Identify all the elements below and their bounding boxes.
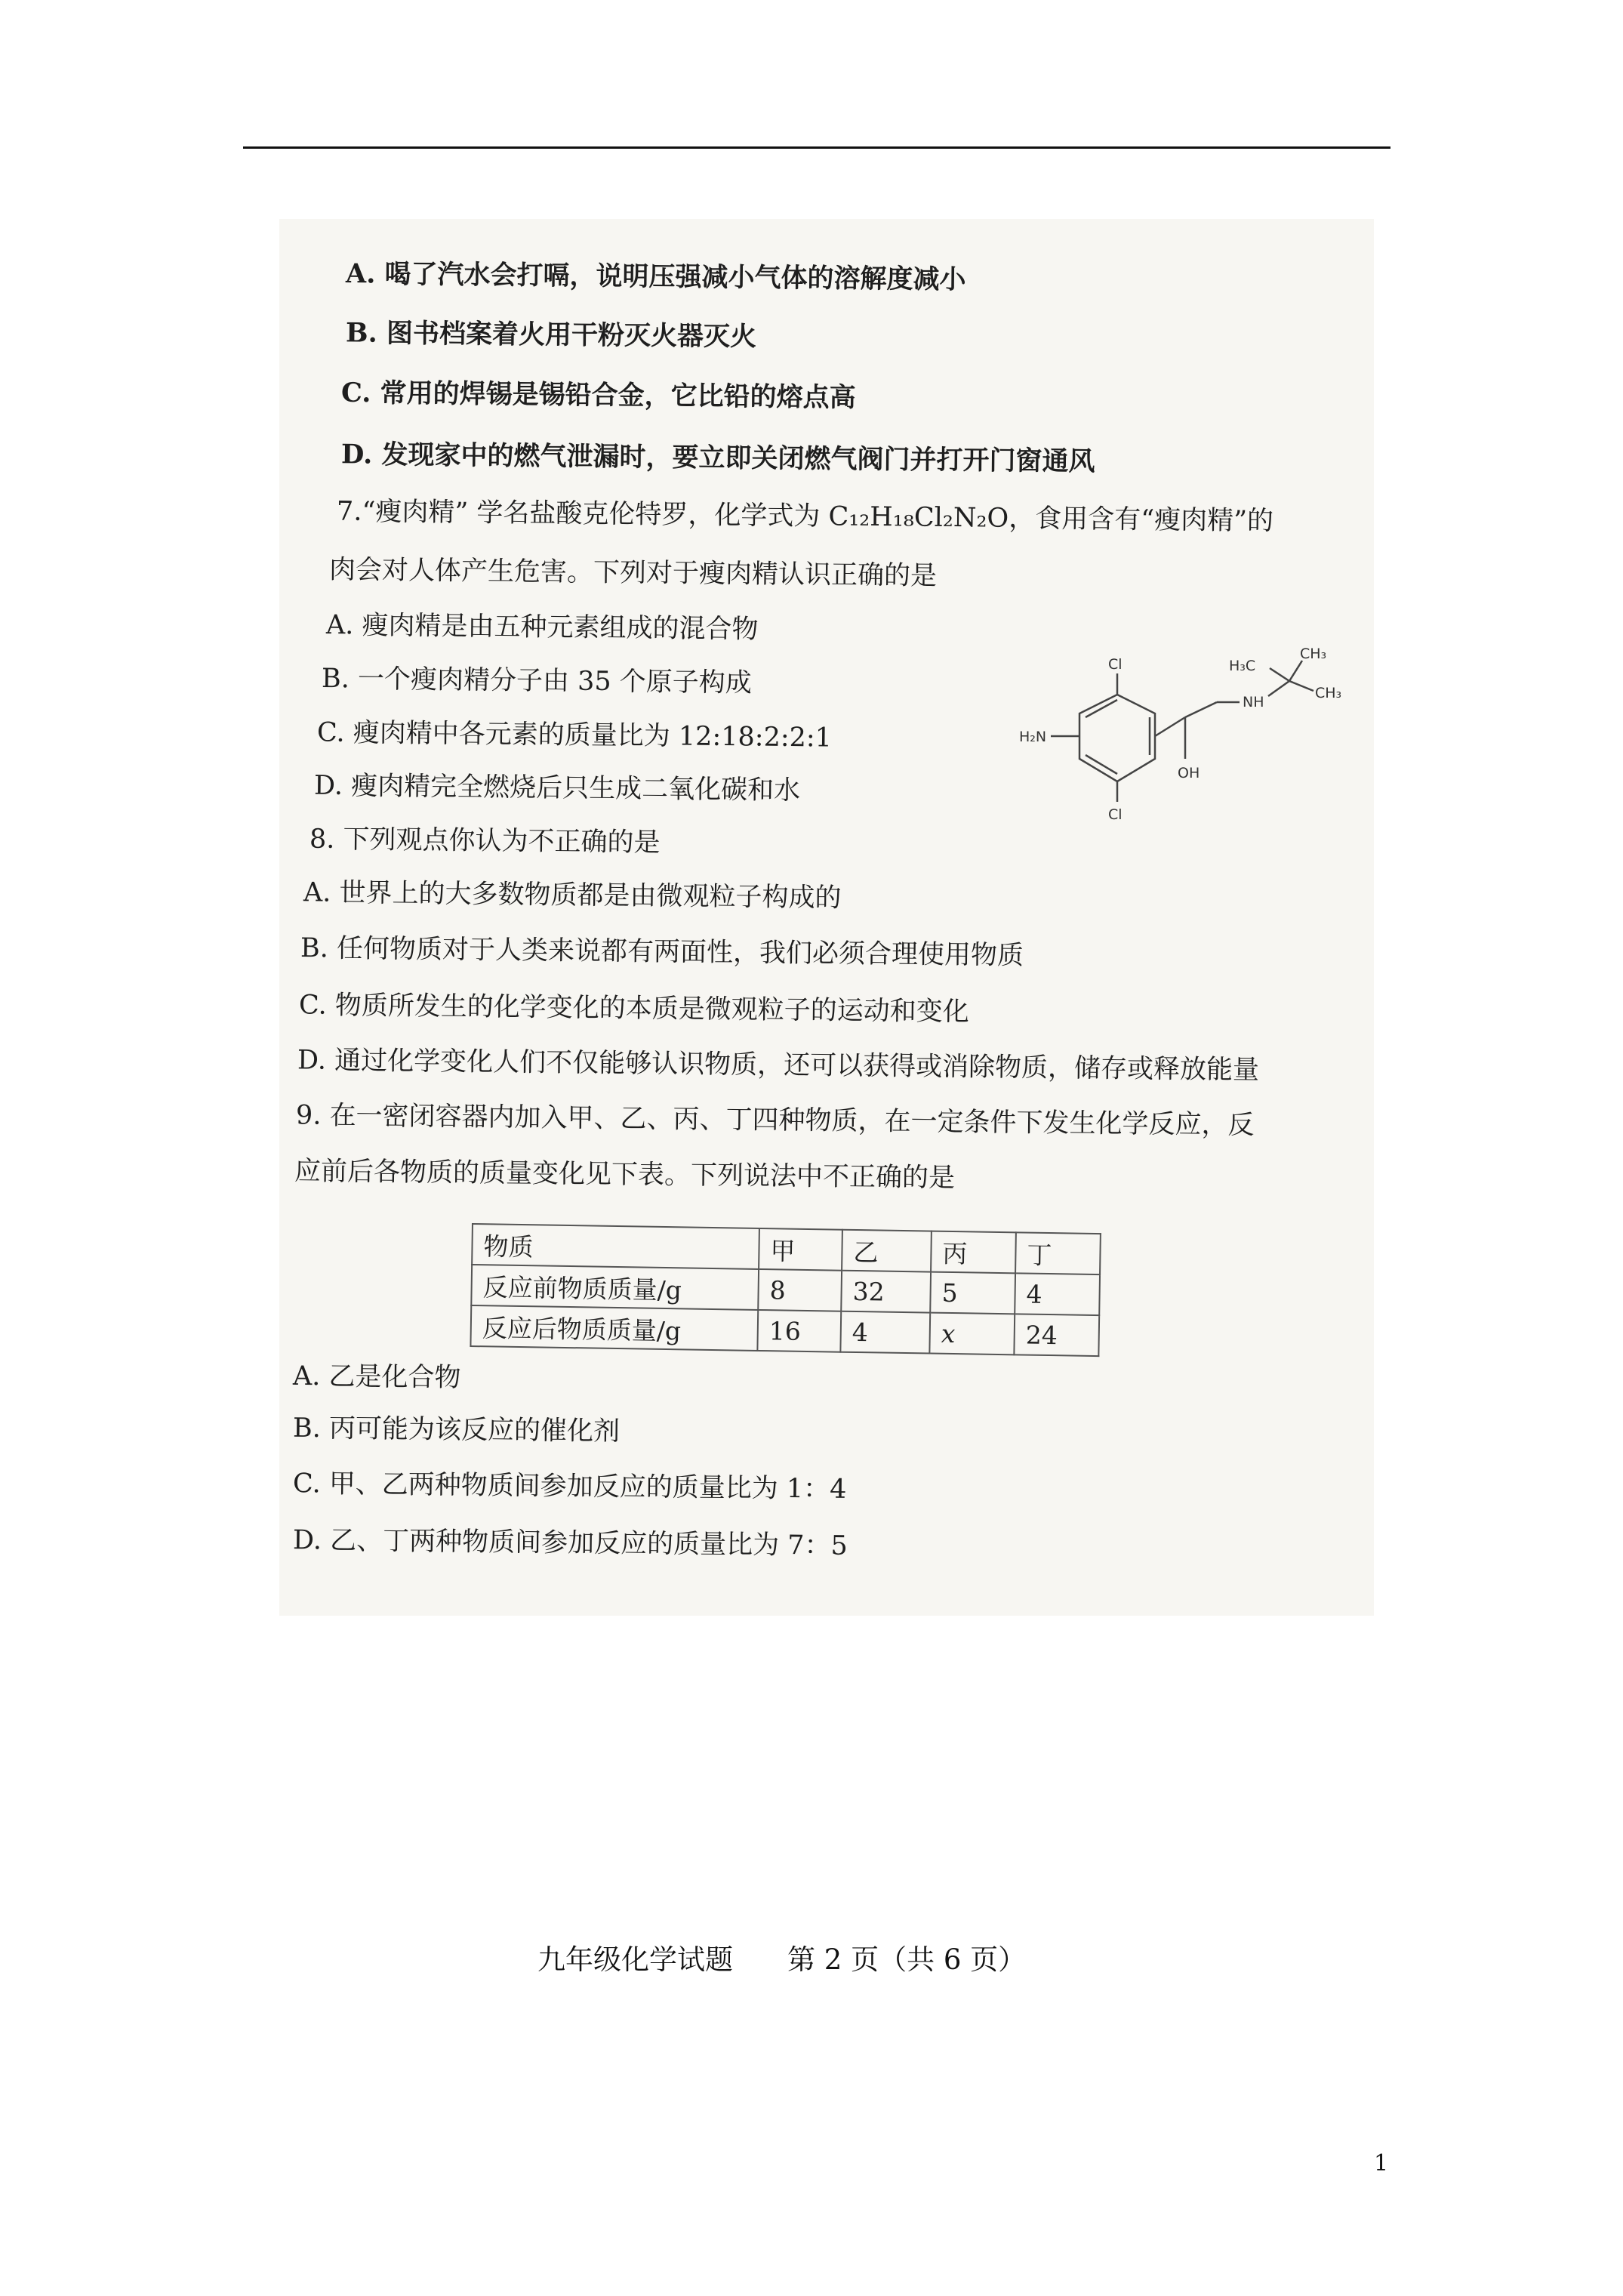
mass-change-table xyxy=(470,1223,1101,1357)
q8-option-d: D. 通过化学变化人们不仅能够认识物质，还可以获得或消除物质，储存或释放能量 xyxy=(297,1045,1260,1086)
table-cell: 16 xyxy=(757,1310,841,1352)
q9-stem-line1: 9. 在一密闭容器内加入甲、乙、丙、丁四种物质，在一定条件下发生化学反应，反 xyxy=(295,1100,1255,1141)
table-cell: 反应前物质质量/g xyxy=(471,1265,759,1310)
structure-label-h3c: H₃C xyxy=(1229,658,1256,674)
q7-stem-line1: 7.“瘦肉精” 学名盐酸克伦特罗，化学式为 C₁₂H₁₈Cl₂N₂O，食用含有“瘦肉精”的 xyxy=(336,496,1274,537)
structure-label-oh: OH xyxy=(1178,765,1200,781)
table-header-cell: 乙 xyxy=(842,1230,932,1272)
q8-option-b: B. 任何物质对于人类来说都有两面性，我们必须合理使用物质 xyxy=(300,932,1024,972)
page-footer xyxy=(537,1937,1026,1977)
structure-label-cl-bottom: Cl xyxy=(1108,806,1123,823)
q8-stem: 8. 下列观点你认为不正确的是 xyxy=(309,824,661,858)
q6-option-b: B. 图书档案着火用干粉灭火器灭火 xyxy=(345,317,757,353)
q9-option-c: C. 甲、乙两种物质间参加反应的质量比为 1：4 xyxy=(292,1469,847,1505)
table-header-cell: 甲 xyxy=(759,1228,842,1271)
table-cell: x xyxy=(929,1313,1015,1355)
q6-option-a: A. 喝了汽水会打嗝，说明压强减小气体的溶解度减小 xyxy=(345,258,966,295)
table-header-cell: 物质 xyxy=(472,1224,759,1269)
q9-stem-line2: 应前后各物质的质量变化见下表。下列说法中不正确的是 xyxy=(294,1156,956,1194)
structure-label-nh: NH xyxy=(1243,694,1264,710)
q9-option-a: A. 乙是化合物 xyxy=(292,1361,461,1394)
table-header-cell: 丙 xyxy=(931,1231,1016,1274)
table-cell: 32 xyxy=(841,1271,931,1313)
scanned-page-area xyxy=(279,219,1374,1616)
header-rule xyxy=(243,146,1390,149)
q8-option-a: A. 世界上的大多数物质都是由微观粒子构成的 xyxy=(303,877,842,914)
clenbuterol-structure-diagram xyxy=(1004,642,1359,838)
structure-label-ch3-right: CH₃ xyxy=(1315,685,1342,701)
table-cell: 5 xyxy=(930,1272,1015,1314)
structure-label-cl-top: Cl xyxy=(1108,656,1123,673)
q7-option-c: C. 瘦肉精中各元素的质量比为 12:18:2:2:1 xyxy=(316,717,833,754)
table-cell: 4 xyxy=(840,1311,930,1354)
q7-stem-line2: 肉会对人体产生危害。下列对于瘦肉精认识正确的是 xyxy=(328,554,938,592)
q7-option-d: D. 瘦肉精完全燃烧后只生成二氧化碳和水 xyxy=(313,770,801,806)
table-cell: 8 xyxy=(758,1269,842,1311)
q8-option-c: C. 物质所发生的化学变化的本质是微观粒子的运动和变化 xyxy=(298,990,969,1028)
q9-option-d: D. 乙、丁两种物质间参加反应的质量比为 7：5 xyxy=(292,1525,848,1561)
q7-option-a: A. 瘦肉精是由五种元素组成的混合物 xyxy=(325,610,759,645)
table-cell: 4 xyxy=(1015,1273,1100,1315)
structure-label-ch3-top: CH₃ xyxy=(1300,646,1327,662)
q7-option-b: B. 一个瘦肉精分子由 35 个原子构成 xyxy=(321,664,752,698)
page-number: 1 xyxy=(1374,2150,1389,2177)
table-header-cell: 丁 xyxy=(1015,1232,1101,1274)
footer-page-info: 第 2 页（共 6 页） xyxy=(787,1943,1027,1976)
footer-title: 九年级化学试题 xyxy=(537,1943,733,1976)
table-cell: 24 xyxy=(1014,1314,1099,1356)
q6-option-d: D. 发现家中的燃气泄漏时，要立即关闭燃气阀门并打开门窗通风 xyxy=(340,439,1095,477)
table-cell: 反应后物质质量/g xyxy=(470,1305,758,1351)
structure-label-nh2: H₂N xyxy=(1019,729,1047,745)
q6-option-c: C. 常用的焊锡是锡铅合金，它比铅的熔点高 xyxy=(340,377,856,414)
q9-option-b: B. 丙可能为该反应的催化剂 xyxy=(292,1413,621,1447)
